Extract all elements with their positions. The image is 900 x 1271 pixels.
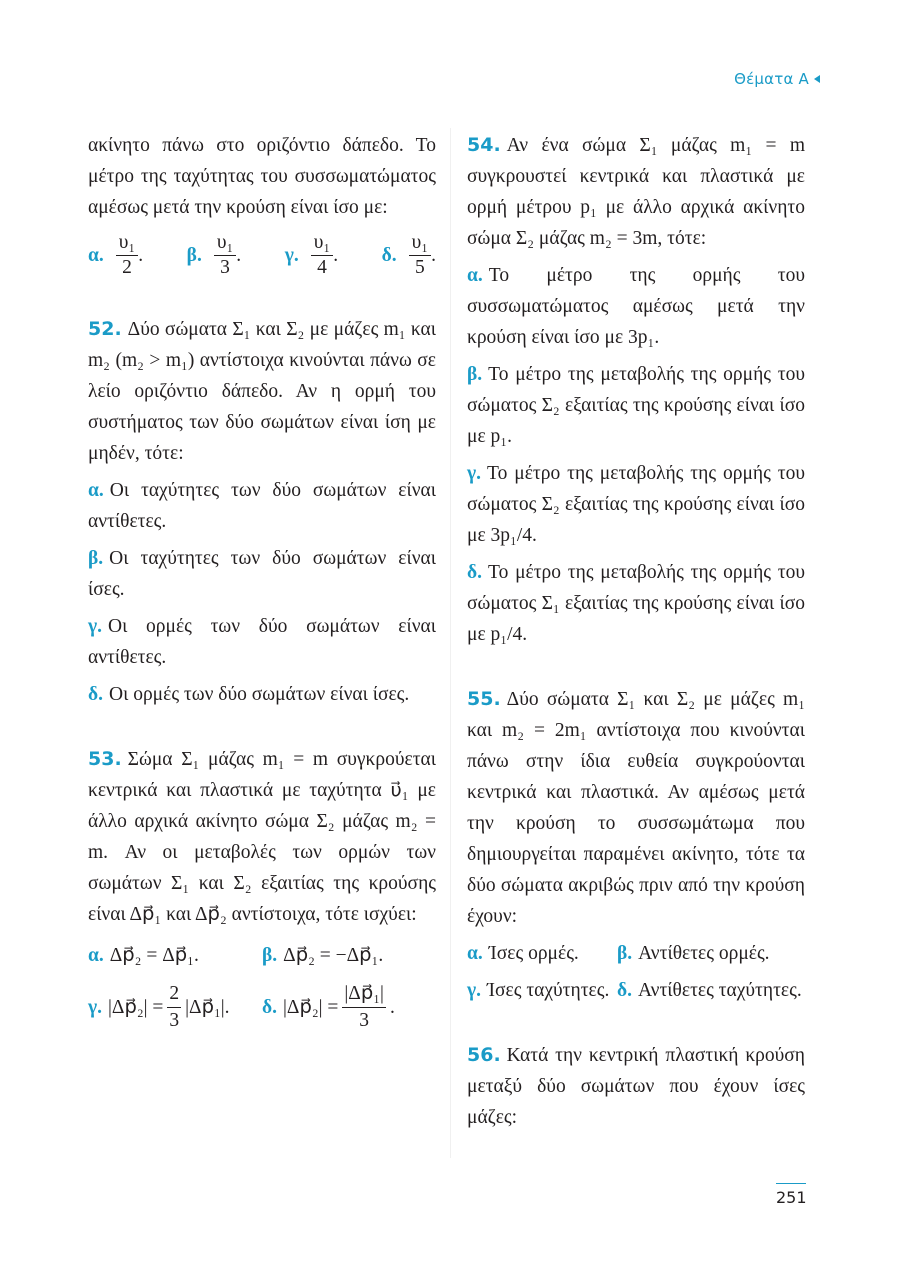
question-text <box>88 744 436 930</box>
question-body: Δύο σώματα Σ₁ και Σ₂ με μάζες m₁ και m₂ (m₂ > m₁) αντίστοιχα κινούνται πάνω σε λείο οριζόντιο δάπεδο. Αν η ορμή του συστήματος των δύο σωμάτων είναι ίση με μηδέν, τότε: <box>88 319 436 464</box>
option-label: β. <box>467 364 483 385</box>
question-56 <box>467 1040 805 1133</box>
fraction-denominator: 5 <box>414 257 425 278</box>
option-label: β. <box>88 548 104 569</box>
option-label: δ. <box>617 980 632 1001</box>
option-label: δ. <box>381 245 397 266</box>
option-label: γ. <box>467 980 481 1001</box>
option-d <box>88 679 436 710</box>
question-number: 54. <box>467 134 501 156</box>
option-label: γ. <box>284 245 299 266</box>
q55-options-row-1 <box>467 938 805 969</box>
right-column <box>467 130 805 1133</box>
fraction-numerator: υ₁ <box>409 231 431 256</box>
section-title: Θέματα Α <box>734 70 809 88</box>
formula-rhs: |Δp⃗₁|. <box>185 997 230 1018</box>
option-text: Αντίθετες ταχύτητες. <box>638 980 802 1001</box>
option-text: Οι ορμές των δύο σωμάτων είναι αντίθετες. <box>88 616 436 668</box>
option-d <box>617 975 802 1006</box>
formula-lhs: |Δp⃗₂| = <box>283 997 339 1018</box>
option-text: Ίσες ορμές. <box>488 943 579 964</box>
option-c <box>88 981 262 1034</box>
option-d <box>262 981 436 1034</box>
option-text: Οι ταχύτητες των δύο σωμάτων είναι αντίθετες. <box>88 480 436 532</box>
fraction-denominator: 3 <box>359 1010 370 1031</box>
option-formula: Δp⃗₂ = Δp⃗₁. <box>109 945 199 966</box>
fraction-numerator: |Δp⃗₁| <box>342 981 386 1008</box>
option-text: Το μέτρο της μεταβολής της ορμής του σώματος Σ₂ εξαιτίας της κρούσης είναι ίσο με p₁. <box>467 364 805 447</box>
question-number: 55. <box>467 688 501 710</box>
section-header <box>734 70 820 88</box>
page-number-rule <box>776 1183 806 1184</box>
option-text: Ίσες ταχύτητες. <box>487 980 610 1001</box>
option-c <box>88 611 436 673</box>
question-text <box>467 684 805 932</box>
fraction <box>342 981 386 1034</box>
option-label: γ. <box>88 616 102 637</box>
question-52 <box>88 314 436 710</box>
question-body: Αν ένα σώμα Σ₁ μάζας m₁ = m συγκρουστεί κεντρικά και πλαστικά με ορμή μέτρου p₁ με άλλο αρχικά ακίνητο σώμα Σ₂ μάζας m₂ = 3m, τότε: <box>467 135 805 249</box>
option-b <box>88 543 436 605</box>
option-text: Οι ταχύτητες των δύο σωμάτων είναι ίσες. <box>88 548 436 600</box>
triangle-left-icon <box>814 75 820 83</box>
option-d <box>467 557 805 650</box>
option-label: α. <box>88 245 104 266</box>
option-c <box>467 458 805 551</box>
option-a <box>467 260 805 353</box>
option-label: δ. <box>467 562 482 583</box>
q51-options <box>88 231 436 280</box>
question-number: 52. <box>88 318 122 340</box>
fraction-numerator: υ₁ <box>311 231 333 256</box>
fraction-numerator: υ₁ <box>214 231 236 256</box>
option-formula: Δp⃗₂ = −Δp⃗₁. <box>283 945 384 966</box>
q51-continuation: ακίνητο πάνω στο οριζόντιο δάπεδο. Το μέτρο της ταχύτητας του συσσωματώματος αμέσως μετά την κρούση είναι ίσο με: <box>88 135 436 218</box>
question-body: Δύο σώματα Σ₁ και Σ₂ με μάζες m₁ και m₂ = 2m₁ αντίστοιχα που κινούνται πάνω στην ίδια ευθεία συγκρούονται κεντρικά και πλαστικά. Αν αμέσως μετά την κρούση το συσσωμάτωμα που δημιουργείται παραμένει ακίνητο, τότε τα δύο σώματα ακριβώς πριν από την κρούση έχουν: <box>467 689 805 927</box>
question-body: Σώμα Σ₁ μάζας m₁ = m συγκρούεται κεντρικά και πλαστικά με ταχύτητα υ⃗₁ με άλλο αρχικά ακίνητο σώμα Σ₂ μάζας m₂ = m. Αν οι μεταβολές των ορμών των σωμάτων Σ₁ και Σ₂ εξαιτίας της κρούσης είναι Δp⃗₁ και Δp⃗₂ αντίστοιχα, τότε ισχύει: <box>88 749 436 925</box>
fraction-denominator: 3 <box>220 257 230 278</box>
option-b <box>467 359 805 452</box>
option-text: Το μέτρο της μεταβολής της ορμής του σώματος Σ₂ εξαιτίας της κρούσης είναι ίσο με 3p₁/4. <box>467 463 805 546</box>
formula-rhs: . <box>389 997 395 1018</box>
option-text: Αντίθετες ορμές. <box>638 943 770 964</box>
fraction-numerator: υ₁ <box>116 231 138 256</box>
fraction <box>311 231 333 280</box>
option-label: β. <box>262 945 278 966</box>
left-column <box>88 130 436 1034</box>
q51-option-b: β. $\frac{\text{υ₁}}{3}$ . <box>186 232 242 278</box>
fraction <box>167 981 181 1034</box>
question-55 <box>467 684 805 1006</box>
question-text <box>467 1040 805 1133</box>
page-number: 251 <box>776 1188 807 1207</box>
option-text: Το μέτρο της ορμής του συσσωματώματος αμέσως μετά την κρούση είναι ίσο με 3p₁. <box>467 265 805 348</box>
column-divider <box>450 128 451 1158</box>
q51-option-d: δ. $\frac{\text{υ₁}}{5}$ . <box>381 232 436 278</box>
option-label: δ. <box>88 684 103 705</box>
option-b <box>262 940 436 971</box>
option-label: γ. <box>467 463 481 484</box>
option-a <box>467 938 617 969</box>
option-text: Το μέτρο της μεταβολής της ορμής του σώματος Σ₁ εξαιτίας της κρούσης είναι ίσο με p₁/4. <box>467 562 805 645</box>
option-b <box>617 938 770 969</box>
option-label: β. <box>617 943 633 964</box>
formula-lhs: |Δp⃗₂| = <box>108 997 164 1018</box>
q53-options-row-1 <box>88 940 436 971</box>
option-label: β. <box>186 245 202 266</box>
fraction-denominator: 4 <box>317 257 327 278</box>
q51-option-c: γ. $\frac{\text{υ₁}}{4}$ . <box>284 232 339 278</box>
question-body: Κατά την κεντρική πλαστική κρούση μεταξύ δύο σωμάτων που έχουν ίσες μάζες: <box>467 1045 805 1128</box>
fraction <box>214 231 236 280</box>
q53-options-row-2 <box>88 981 436 1034</box>
question-text <box>88 314 436 469</box>
option-label: α. <box>467 943 483 964</box>
option-label: α. <box>88 480 104 501</box>
option-a <box>88 475 436 537</box>
option-label: γ. <box>88 997 102 1018</box>
fraction-denominator: 2 <box>122 257 132 278</box>
option-text: Οι ορμές των δύο σωμάτων είναι ίσες. <box>109 684 410 705</box>
fraction-numerator: 2 <box>167 981 181 1008</box>
question-number: 53. <box>88 748 122 770</box>
fraction-denominator: 3 <box>169 1010 180 1031</box>
option-c <box>467 975 617 1006</box>
option-label: δ. <box>262 997 277 1018</box>
q55-options-row-2 <box>467 975 805 1006</box>
option-label: α. <box>467 265 483 286</box>
fraction <box>409 231 431 280</box>
option-a <box>88 940 262 971</box>
option-label: α. <box>88 945 104 966</box>
question-text <box>467 130 805 254</box>
q51-option-a: α. $\frac{\text{υ₁}}{2}$ . <box>88 232 144 278</box>
question-53 <box>88 744 436 1034</box>
question-number: 56. <box>467 1044 501 1066</box>
question-54 <box>467 130 805 650</box>
fraction <box>116 231 138 280</box>
